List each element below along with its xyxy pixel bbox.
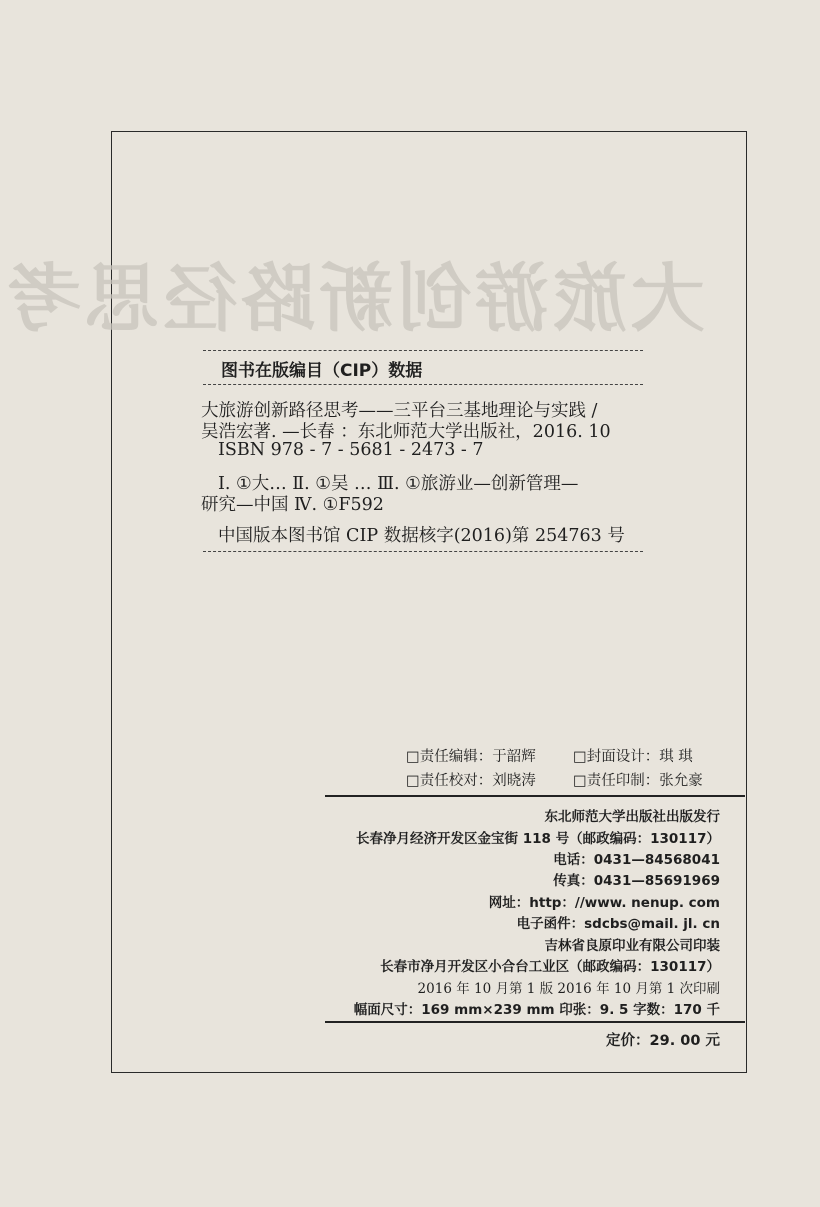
publisher-fax: 传真：0431—85691969 — [553, 873, 720, 889]
edition-info: 2016 年 10 月第 1 版 2016 年 10 月第 1 次印刷 — [417, 981, 720, 997]
publisher-email: 电子函件：sdcbs@mail. jl. cn — [516, 916, 720, 932]
cip-author-line: 吴浩宏著. —长春 ：东北师范大学出版社，2016. 10 — [201, 422, 611, 442]
bleed-through-title: 大旅游创新路径思考 — [3, 256, 705, 342]
printer-name: 吉林省良原印业有限公司印装 — [544, 938, 720, 954]
publisher-phone: 电话：0431—84568041 — [553, 852, 720, 868]
credit-proofreader: □责任校对：刘晓涛 — [406, 773, 536, 789]
publisher-top-rule — [325, 795, 745, 797]
price: 定价：29. 00 元 — [606, 1033, 720, 1049]
publisher-website: 网址：http：//www. nenup. com — [488, 895, 720, 911]
cip-heading: 图书在版编目（CIP）数据 — [221, 361, 423, 381]
cip-bottom-rule — [203, 551, 643, 552]
cip-heading-rule — [203, 384, 643, 385]
cip-record-number: 中国版本图书馆 CIP 数据核字(2016)第 254763 号 — [218, 526, 625, 546]
publisher-name: 东北师范大学出版社出版发行 — [544, 809, 720, 825]
cip-title-line: 大旅游创新路径思考——三平台三基地理论与实践 / — [201, 401, 598, 421]
printer-address: 长春市净月开发区小合台工业区（邮政编码：130117） — [380, 959, 720, 975]
publisher-address: 长春净月经济开发区金宝街 118 号（邮政编码：130117） — [356, 831, 720, 847]
credit-print-manager: □责任印制：张允豪 — [573, 773, 703, 789]
credit-editor: □责任编辑：于韶辉 — [406, 749, 536, 765]
cip-isbn: ISBN 978 - 7 - 5681 - 2473 - 7 — [218, 440, 484, 460]
credit-cover-design: □封面设计：琪 琪 — [573, 749, 693, 765]
cip-subject-line: Ⅰ. ①大… Ⅱ. ①吴 … Ⅲ. ①旅游业—创新管理— — [218, 474, 579, 494]
cip-top-rule — [203, 350, 643, 351]
cip-subject-line-2: 研究—中国 Ⅳ. ①F592 — [201, 495, 384, 515]
price-rule — [325, 1021, 745, 1023]
format-info: 幅面尺寸：169 mm×239 mm 印张：9. 5 字数：170 千 — [353, 1002, 720, 1018]
